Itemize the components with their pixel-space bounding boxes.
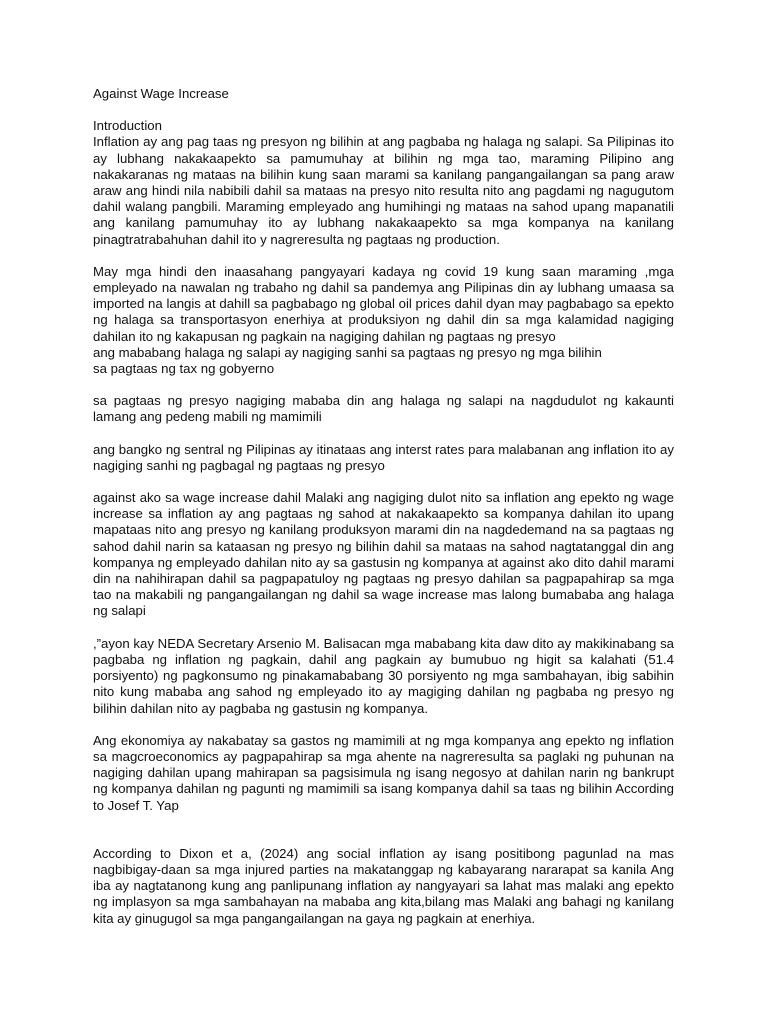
intro-heading: Introduction [93, 118, 162, 134]
paragraph-central-bank: ang bangko ng sentral ng Pilipinas ay itinataas ang interst rates para malabanan ang inflation ito ay nagiging sanhi ng pagbagal ng pagtaas ng presyo [93, 441, 674, 473]
line-low-value-money: ang mababang halaga ng salapi ay nagiging sanhi sa pagtaas ng presyo ng mga bilihin [93, 344, 602, 360]
paragraph-social-inflation: According to Dixon et a, (2024) ang social inflation ay isang positibong pagunlad na mas nagbibigay-daan sa mga injured parties na makatanggap ng kabayarang nararapat sa kanila Ang iba ay nagtatanong kung ang panlipunang inflation ay nangyayari sa lahat mas malaki ang epekto ng implasyon sa mga sambahayan na mababa ang kita,bilang mas Malaki ang bahagi ng kanilang kita ay ginugugol sa mga pangangailangan na gaya ng pagkain at enerhiya. [93, 845, 674, 926]
paragraph-intro: Inflation ay ang pag taas ng presyon ng bilihin at ang pagbaba ng halaga ng salapi. Sa Pilipinas ito ay lubhang nakakaapekto sa pamumuhay at bilihin ng mga tao, maraming Pilipino ang nakakaranas ng mataas na bilihin kung saan marami sa kanilang pangangailangan sa pang araw araw ang hindi nila nabibili dahil sa mataas na presyo nito resulta nito ang pagdami ng nagugutom dahil walang pangbili. Maraming empleyado ang humihingi ng mataas na sahod upang mapanatili ang kanilang pamumuhay ito ay lubhang nakakaapekto sa mga kompanya na kanilang pinagtratrabahuhan dahil ito y nagreresulta ng pagtaas ng production. [93, 134, 674, 247]
paragraph-against-wage: against ako sa wage increase dahil Malaki ang nagiging dulot nito sa inflation ang epekto ng wage increase sa inflation ay ang pagtaas ng sahod at nakakaapekto sa kompanya dahilan ito upang mapataas nito ang presyo ng kanilang produksyon marami din na nagdedemand na sa pagtaas ng sahod dahil narin sa kataasan ng presyo ng bilihin dahil sa mataas na sahod nagtatanggal din ang kompanya ng empleyado dahilan nito ay sa gastusin ng kompanya at against ako dito dahil marami din na nahihirapan dahil sa pagpapatuloy ng pagtaas ng presyo dahilan sa pagpapahirap sa mga tao na makabili ng pangangailangan ng dahil sa wage increase mas lalong bumababa ang halaga ng salapi [93, 490, 674, 619]
document-body [93, 86, 674, 927]
line-tax-increase: sa pagtaas ng tax ng gobyerno [93, 361, 275, 377]
paragraph-price-increase: sa pagtaas ng presyo nagiging mababa din ang halaga ng salapi na nagdudulot ng kakaunti lamang ang pedeng mabili ng mamimili [93, 393, 674, 425]
paragraph-economy: Ang ekonomiya ay nakabatay sa gastos ng mamimili at ng mga kompanya ang epekto ng inflation sa magcroeconomics ay pagpapahirap sa mga ahente na nagreresulta sa paglaki ng puhunan na nagiging dahilan upang mahirapan sa pagsisimula ng isang negosyo at dahilan narin ng bankrupt ng kompanya dahilan ng pagunti ng mamimili sa isang kompanya dahil sa taas ng bilihin According to Josef T. Yap [93, 732, 674, 813]
paragraph-neda-quote: ,”ayon kay NEDA Secretary Arsenio M. Balisacan mga mababang kita daw dito ay makikinabang sa pagbaba ng inflation ng pagkain, dahil ang pagkain ay bumubuo ng higit sa kalahati (51.4 porsiyento) ng pagkonsumo ng pinakamababang 30 porsiyento ng mga sambahayan, ibig sabihin nito kung mababa ang sahod ng empleyado ito ay magiging dahilan ng pagbaba ng presyo ng bilihin dahilan nito ay pagbaba ng gastusin ng kompanya. [93, 635, 674, 716]
paragraph-covid: May mga hindi den inaasahang pangyayari kadaya ng covid 19 kung saan maraming ,mga empleyado na nawalan ng trabaho ng dahil sa pandemya ang Pilipinas din ay lubhang umaasa sa imported na langis at dahill sa pagbabago ng global oil prices dahil dyan may pagbabago sa epekto ng halaga sa transportasyon enerhiya at produksiyon ng dahil din sa mga kalamidad nagiging dahilan ito ng kakapusan ng pagkain na nagiging dahilan ng pagtaas ng presyo [93, 263, 674, 344]
document-title: Against Wage Increase [93, 86, 229, 101]
